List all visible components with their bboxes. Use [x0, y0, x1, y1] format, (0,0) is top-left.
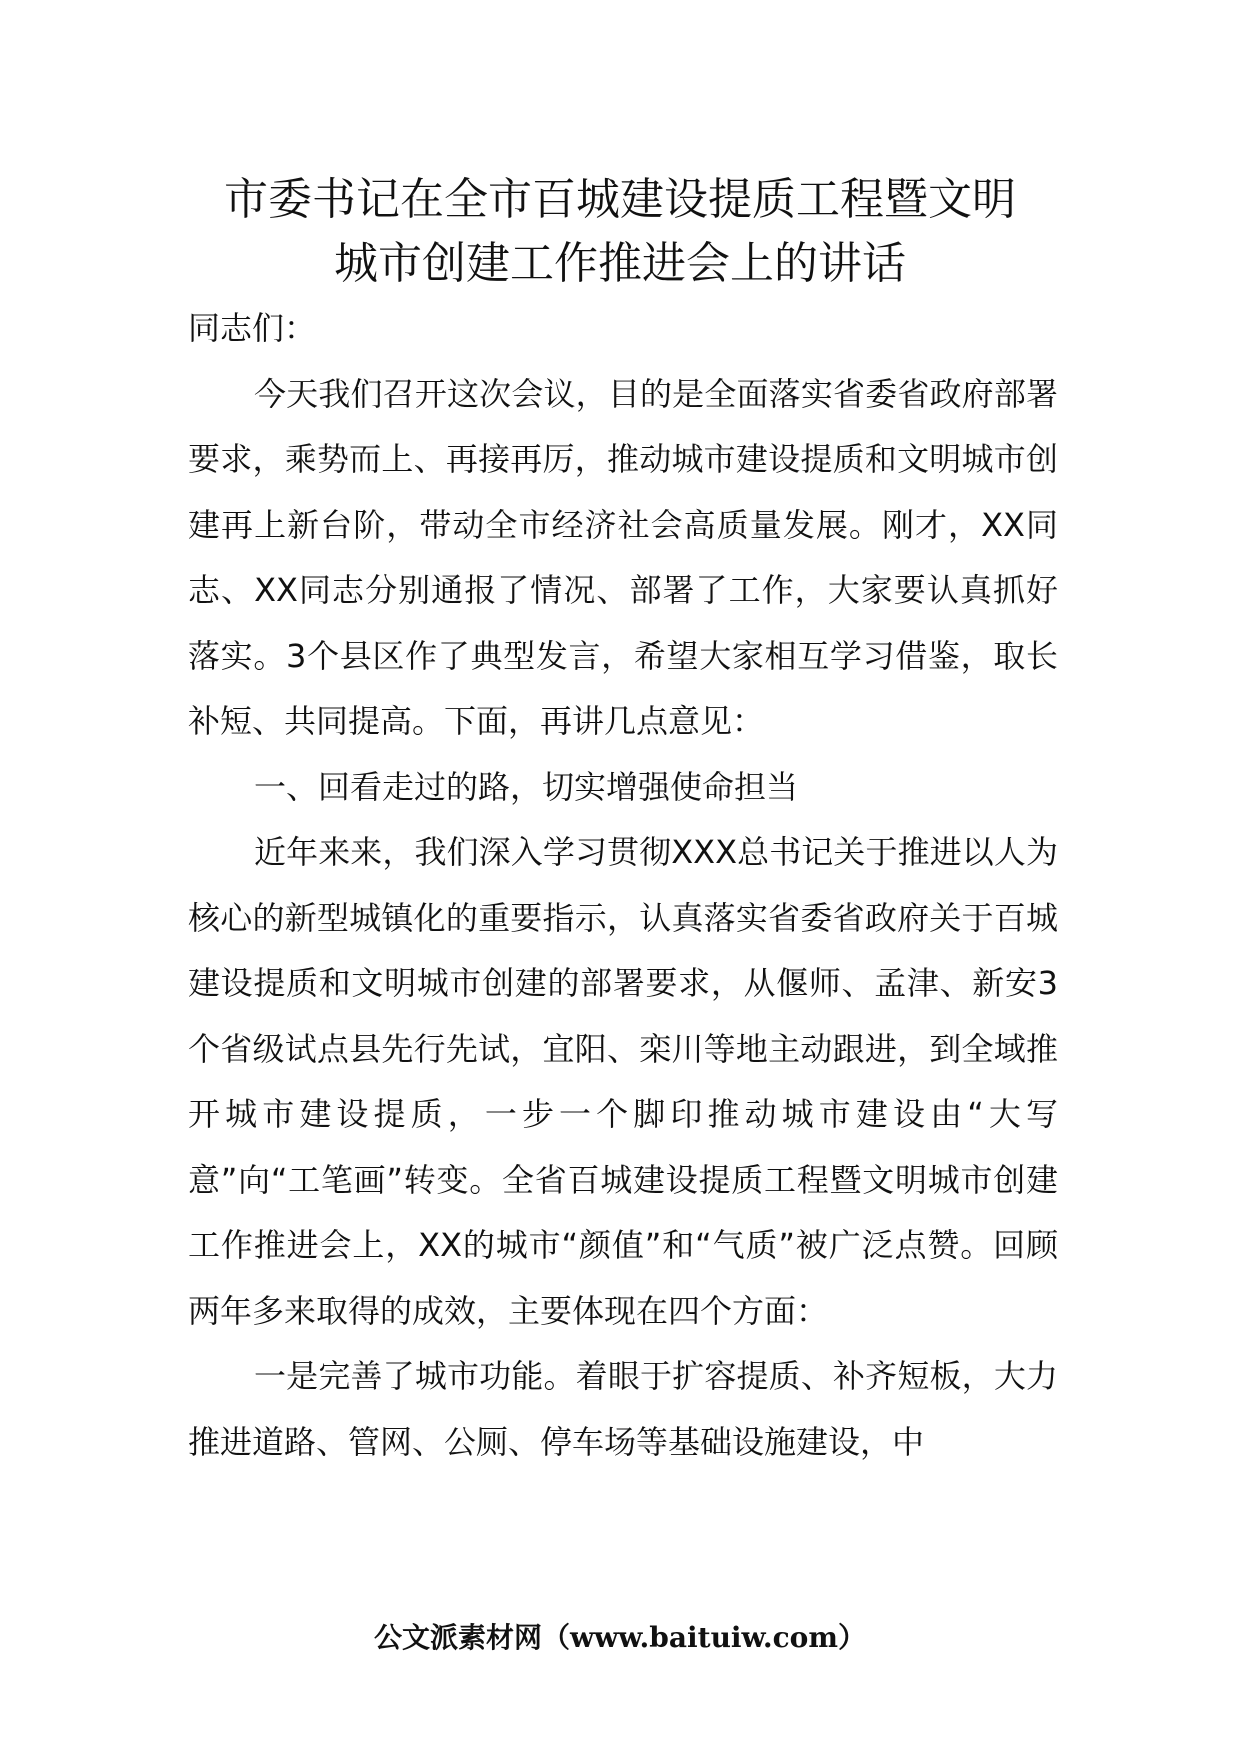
paragraph-opening: 今天我们召开这次会议，目的是全面落实省委省政府部署要求，乘势而上、再接再厉，推动城市建设提质和文明城市创建再上新台阶，带动全市经济社会高质量发展。刚才，XX同志、XX同志分别通报了情况、部署了工作，大家要认真抓好落实。3个县区作了典型发言，希望大家相互学习借鉴，取长补短、共同提高。下面，再讲几点意见：	[188, 374, 1058, 740]
footer-watermark: 公文派素材网（www.baituiw.com）	[374, 1621, 866, 1654]
salutation: 同志们：	[188, 309, 317, 347]
title-line-2: 城市创建工作推进会上的讲话	[334, 238, 906, 289]
title-line-1: 市委书记在全市百城建设提质工程暨文明	[224, 174, 1016, 225]
paragraph-point-1: 一是完善了城市功能。着眼于扩容提质、补齐短板，大力推进道路、管网、公厕、停车场等基础设施建设，中	[188, 1357, 1058, 1461]
document-body	[188, 296, 1058, 1475]
section-heading-1: 一、回看走过的路，切实增强使命担当	[254, 767, 799, 806]
document-title	[150, 168, 1090, 296]
paragraph-review: 近年来来，我们深入学习贯彻XXX总书记关于推进以人为核心的新型城镇化的重要指示，认真落实省委省政府关于百城建设提质和文明城市创建的部署要求，从偃师、孟津、新安3个省级试点县先行先试，宜阳、栾川等地主动跟进，到全域推开城市建设提质，一步一个脚印推动城市建设由“大写意”向“工笔画”转变。全省百城建设提质工程暨文明城市创建工作推进会上，XX的城市“颜值”和“气质”被广泛点赞。回顾两年多来取得的成效，主要体现在四个方面：	[188, 833, 1058, 1330]
